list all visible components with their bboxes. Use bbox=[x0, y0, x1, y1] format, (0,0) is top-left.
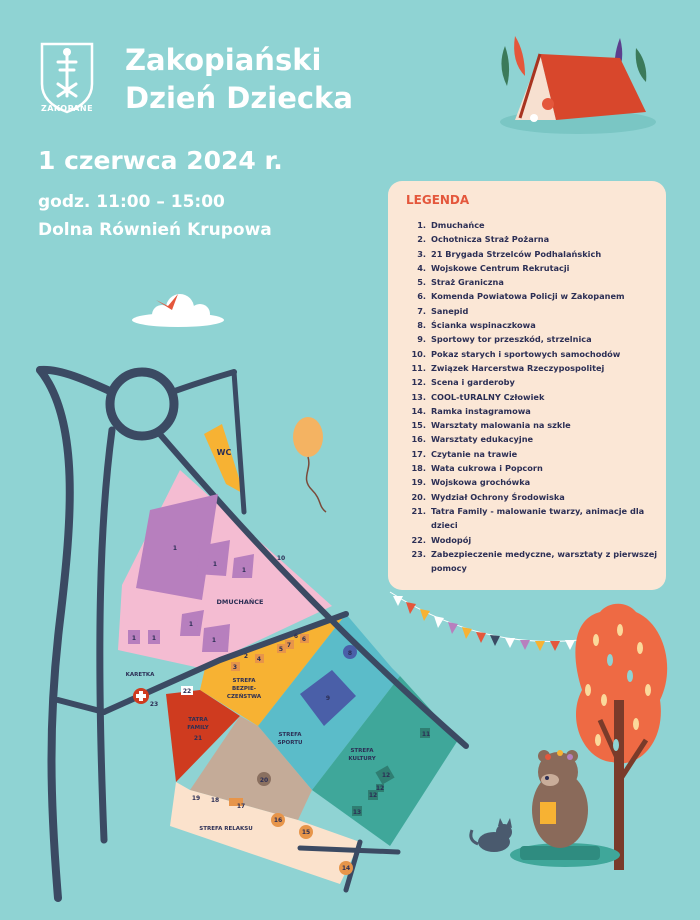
map-number: 23 bbox=[149, 701, 159, 708]
legend-item-number: 17. bbox=[411, 448, 426, 459]
legend-item bbox=[402, 275, 660, 289]
map-number: 12 bbox=[381, 772, 391, 779]
event-date: 1 czerwca 2024 r. bbox=[38, 146, 283, 175]
map-number: 7 bbox=[286, 642, 292, 649]
title-line-2: Dzień Dziecka bbox=[125, 81, 353, 115]
map-number: 11 bbox=[421, 731, 431, 738]
map-number: 18 bbox=[210, 797, 220, 804]
wc-label: WC bbox=[216, 448, 232, 457]
legend-item-label: Dmuchańce bbox=[431, 220, 485, 230]
legend-item-number: 16. bbox=[411, 434, 426, 445]
strefa-sportu-label-1: STREFA bbox=[278, 732, 302, 738]
legend-item-label: Warsztaty malowania na szkle bbox=[431, 420, 571, 431]
strefa-bezp-label-1: STREFA bbox=[232, 678, 256, 684]
legend-item-label: Wata cukrowa i Popcorn bbox=[431, 463, 543, 474]
map-number: 22 bbox=[182, 688, 192, 695]
legend-item bbox=[402, 533, 660, 547]
legend-item bbox=[402, 432, 660, 446]
map-number: 6 bbox=[301, 636, 307, 643]
map-number: 14 bbox=[341, 865, 351, 872]
title-line-1: Zakopiański bbox=[125, 43, 322, 77]
legend-item-number: 19. bbox=[411, 477, 426, 488]
map-number: 1 bbox=[188, 621, 194, 628]
legend-item-label: Warsztaty edukacyjne bbox=[431, 434, 534, 445]
legend-item bbox=[402, 461, 660, 475]
legend-item-number: 6. bbox=[417, 291, 426, 302]
legend-item-number: 14. bbox=[411, 405, 426, 416]
map-number: 1 bbox=[172, 545, 178, 552]
legend-item bbox=[402, 304, 660, 318]
legend-item-number: 10. bbox=[411, 348, 426, 359]
map-number: 19 bbox=[191, 795, 201, 802]
legend-item-label: Tatra Family - malowanie twarzy, animacje dla dzieci bbox=[431, 505, 645, 531]
legend-item-label: Czytanie na trawie bbox=[431, 448, 518, 459]
legend-item bbox=[402, 347, 660, 361]
legend-item-label: Zabezpieczenie medyczne, warsztaty z pierwszej pomocy bbox=[431, 548, 658, 574]
logo-label: ZAKOPANE bbox=[40, 104, 94, 113]
map-number: 20 bbox=[259, 777, 269, 784]
map-number: 2 bbox=[243, 653, 249, 660]
legend-item-number: 1. bbox=[417, 220, 426, 230]
legend-item bbox=[402, 247, 660, 261]
map-number: 21 bbox=[193, 735, 203, 742]
legend-item-number: 9. bbox=[417, 334, 426, 345]
legend-item-label: Ochotnicza Straż Pożarna bbox=[431, 234, 550, 245]
legend-item bbox=[402, 232, 660, 246]
legend-item bbox=[402, 261, 660, 275]
map-number: 9 bbox=[325, 695, 331, 702]
legend-item-label: Scena i garderoby bbox=[431, 377, 515, 388]
legend-item-number: 8. bbox=[417, 320, 426, 331]
legend-item-label: Wojskowe Centrum Rekrutacji bbox=[431, 262, 570, 273]
strefa-bezp-label-3: CZEŃSTWA bbox=[226, 694, 262, 700]
legend-item bbox=[402, 390, 660, 404]
legend-item-label: Wodopój bbox=[431, 534, 472, 545]
legend-item bbox=[402, 504, 660, 533]
legend-item-number: 11. bbox=[411, 362, 426, 373]
legend-item bbox=[402, 547, 660, 576]
map-number: 5 bbox=[278, 646, 284, 653]
map-number: 6 bbox=[293, 633, 299, 640]
map-number: 13 bbox=[352, 809, 362, 816]
map-number: 16 bbox=[273, 817, 283, 824]
legend-item-number: 7. bbox=[417, 305, 426, 316]
legend-item-label: Związek Harcerstwa Rzeczypospolitej bbox=[431, 362, 605, 373]
map-number: 12 bbox=[375, 785, 385, 792]
map-number: 8 bbox=[347, 650, 353, 657]
legend-list bbox=[402, 218, 660, 575]
legend-item-label: Sportowy tor przeszkód, strzelnica bbox=[431, 334, 592, 345]
medical-cross-icon bbox=[133, 688, 149, 704]
dmuchance-label: DMUCHAŃCE bbox=[216, 598, 264, 606]
map-number: 1 bbox=[212, 561, 218, 568]
map-number: 1 bbox=[131, 635, 137, 642]
legend-item-number: 22. bbox=[411, 534, 426, 545]
map-number: 17 bbox=[236, 803, 246, 810]
map-number: 3 bbox=[232, 664, 238, 671]
legend-item-number: 15. bbox=[411, 420, 426, 431]
legend-item-label: Straż Graniczna bbox=[431, 277, 504, 288]
legend-item-number: 2. bbox=[417, 234, 426, 245]
legend-item bbox=[402, 418, 660, 432]
strefa-kultury-label-1: STREFA bbox=[350, 748, 374, 754]
legend-item-label: Wydział Ochrony Środowiska bbox=[431, 491, 565, 502]
event-hours: godz. 11:00 – 15:00 bbox=[38, 192, 225, 212]
legend-item bbox=[402, 404, 660, 418]
event-place: Dolna Równień Krupowa bbox=[38, 220, 272, 240]
legend-item bbox=[402, 475, 660, 489]
legend-item-number: 4. bbox=[417, 262, 426, 273]
map-number: 15 bbox=[301, 829, 311, 836]
strefa-relaksu-label: STREFA RELAKSU bbox=[199, 826, 253, 832]
legend-item-number: 21. bbox=[411, 505, 426, 516]
legend-item-number: 23. bbox=[411, 548, 426, 559]
map-number: 12 bbox=[368, 792, 378, 799]
legend-item-label: Pokaz starych i sportowych samochodów bbox=[431, 348, 621, 359]
legend-item-label: Wojskowa grochówka bbox=[431, 477, 531, 488]
legend-item-label: Komenda Powiatowa Policji w Zakopanem bbox=[431, 291, 625, 302]
legend-item-number: 13. bbox=[411, 391, 426, 402]
karetka-label: KARETKA bbox=[125, 672, 155, 678]
map-number: 10 bbox=[276, 555, 286, 562]
legend-title: LEGENDA bbox=[406, 193, 470, 207]
legend-item-label: Sanepid bbox=[431, 305, 469, 316]
legend-item-number: 12. bbox=[411, 377, 426, 388]
legend-item bbox=[402, 218, 660, 232]
map-number: 4 bbox=[256, 656, 262, 663]
legend-item-number: 20. bbox=[411, 491, 426, 502]
legend-item-label: Ramka instagramowa bbox=[431, 405, 531, 416]
legend-item bbox=[402, 318, 660, 332]
legend-item-label: 21 Brygada Strzelców Podhalańskich bbox=[431, 248, 602, 259]
legend-item bbox=[402, 332, 660, 346]
legend-item bbox=[402, 361, 660, 375]
legend-item-label: COOL-tURALNY Człowiek bbox=[431, 391, 545, 402]
strefa-bezp-label-2: BEZPIE- bbox=[231, 686, 257, 692]
legend-item bbox=[402, 447, 660, 461]
legend-item-number: 3. bbox=[417, 248, 426, 259]
map-number: 1 bbox=[241, 567, 247, 574]
strefa-kultury-label-2: KULTURY bbox=[348, 756, 376, 762]
legend-item-number: 18. bbox=[411, 463, 426, 474]
legend-item-label: Ścianka wspinaczkowa bbox=[431, 320, 536, 331]
legend-panel bbox=[388, 181, 666, 590]
tatra-label-1: TATRA bbox=[188, 717, 208, 723]
legend-item bbox=[402, 289, 660, 303]
legend-item bbox=[402, 375, 660, 389]
legend-item bbox=[402, 490, 660, 504]
tatra-label-2: FAMILY bbox=[187, 725, 209, 731]
map-number: 1 bbox=[211, 637, 217, 644]
map-number: 1 bbox=[151, 635, 157, 642]
strefa-sportu-label-2: SPORTU bbox=[277, 740, 303, 746]
legend-item-number: 5. bbox=[417, 277, 426, 288]
